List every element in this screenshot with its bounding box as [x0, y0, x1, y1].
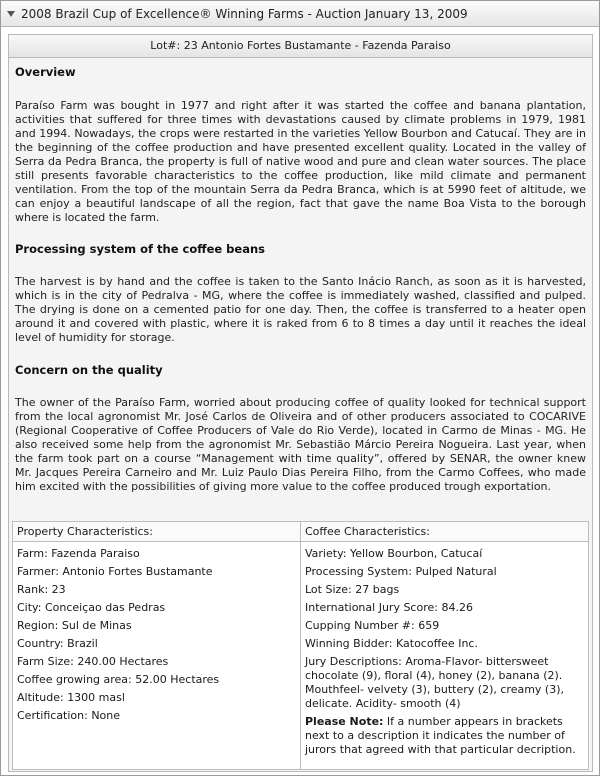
property-farmer: Farmer: Antonio Fortes Bustamante	[17, 565, 213, 578]
coffee-jury-descriptions: Jury Descriptions: Aroma-Flavor- bittersweet chocolate (9), floral (4), honey (2), banana (2). Mouthfeel- velvety (3), buttery (2), creamy (3), delicate. Acidity- smooth (4)	[305, 655, 564, 710]
note-label: Please Note:	[305, 715, 384, 728]
note-text: If a number appears in brackets next to a description it indicates the number of jurors that agreed with that particular decription.	[305, 715, 576, 756]
characteristics-table	[12, 521, 589, 770]
property-column	[13, 522, 300, 769]
property-header: Property Characteristics:	[13, 522, 300, 542]
lot-description	[9, 64, 592, 494]
coffee-cupping-number: Cupping Number #: 659	[305, 619, 440, 632]
property-list	[13, 542, 300, 769]
collapse-triangle-icon[interactable]	[7, 11, 15, 17]
coffee-jury-score: International Jury Score: 84.26	[305, 601, 473, 614]
window-titlebar[interactable]	[1, 1, 599, 27]
coffee-header: Coffee Characteristics:	[301, 522, 588, 542]
overview-heading: Overview	[15, 65, 76, 79]
coffee-processing-system: Processing System: Pulped Natural	[305, 565, 497, 578]
property-country: Country: Brazil	[17, 637, 98, 650]
processing-text: The harvest is by hand and the coffee is taken to the Santo Inácio Ranch, as soon as it is harvested, which is in the city of Pedralva - MG, where the coffee is immediately washed, classified and pulped. The drying is done on a cemented patio for one day. Then, the coffee is transferred to a heater open around it and covered with plastic, where it is raked from 6 to 8 times a day until it reaches the ideal level of humidity for storage.	[15, 275, 586, 344]
lot-panel	[8, 34, 593, 772]
quality-text: The owner of the Paraíso Farm, worried about producing coffee of quality looked for technical support from the local agronomist Mr. José Carlos de Oliveira and of other producers associated to COCARIVE (Regional Cooperative of Coffee Producers of Vale do Rio Verde), located in Carmo de Minas - MG. He also received some help from the agronomist Mr. Sebastião Márcio Pereira Nogueira. Last year, when the farm took part on a course “Management with time quality”, offered by SENAR, the owner knew Mr. Jacques Pereira Carneiro and Mr. Luiz Paulo Dias Pereira Filho, from the Carmo Coffees, who made him excited with the possibilities of giving more value to the coffee produced trough exportation.	[15, 396, 586, 493]
coffee-lot-size: Lot Size: 27 bags	[305, 583, 400, 596]
property-region: Region: Sul de Minas	[17, 619, 132, 632]
property-altitude: Altitude: 1300 masl	[17, 691, 125, 704]
window-title: 2008 Brazil Cup of Excellence® Winning Farms - Auction January 13, 2009	[21, 6, 468, 21]
property-farm-size: Farm Size: 240.00 Hectares	[17, 655, 169, 668]
property-rank: Rank: 23	[17, 583, 66, 596]
coffee-winning-bidder: Winning Bidder: Katocoffee Inc.	[305, 637, 478, 650]
lot-title: Lot#: 23 Antonio Fortes Bustamante - Fazenda Paraiso	[150, 39, 451, 52]
coffee-list	[301, 542, 588, 769]
coffee-variety: Variety: Yellow Bourbon, Catucaí	[305, 547, 483, 560]
property-growing-area: Coffee growing area: 52.00 Hectares	[17, 673, 220, 686]
processing-heading: Processing system of the coffee beans	[15, 242, 265, 256]
lot-header	[9, 35, 592, 58]
coffee-note	[305, 715, 584, 757]
coffee-column	[300, 522, 588, 769]
property-certification: Certification: None	[17, 709, 121, 722]
quality-heading: Concern on the quality	[15, 363, 163, 377]
property-city: City: Conceiçao das Pedras	[17, 601, 166, 614]
property-farm: Farm: Fazenda Paraiso	[17, 547, 140, 560]
overview-text: Paraíso Farm was bought in 1977 and right after it was started the coffee and banana plantation, activities that suffered for three times with devastations caused by climate problems in 1979, 1981 and 1994. Nowadays, the crops were restarted in the varieties Yellow Bourbon and Catucaí. They are in the beginning of the coffee production and have presented excellent quality. Located in the valley of Serra da Pedra Branca, the property is full of native wood and pure and clean water sources. The place still presents favorable characteristics to the coffee production, like mild climate and permanent ventilation. From the top of the mountain Serra da Pedra Branca, which is at 5990 feet of altitude, we can enjoy a beautiful landscape of all the region, fact that gave the name Boa Vista to the borough where is located the farm.	[15, 99, 586, 224]
